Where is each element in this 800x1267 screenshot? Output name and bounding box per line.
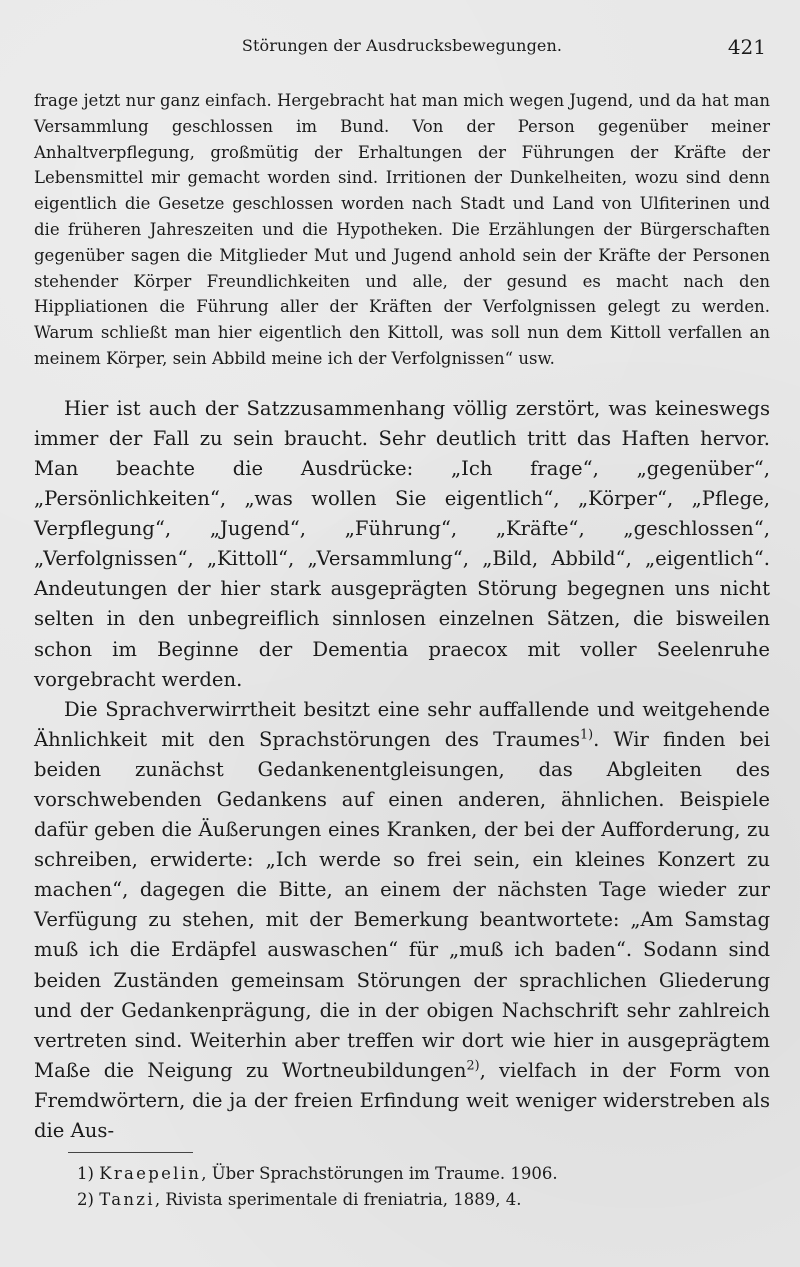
- page-number: 421: [727, 35, 766, 59]
- analysis-paragraph: Hier ist auch der Satzzusammenhang völlig zerstört, was keineswegs immer der Fall zu sein braucht. Sehr deutlich tritt das Haften hervor. Man beachte die Ausdrücke: „Ich frage“, „gegenüber“, „Persönlichkeiten“, „was wollen Sie eigentlich“, „Körper“, „Pflege, Verpflegung“, „Jugend“, „Führung“, „Kräfte“, „geschlossen“, „Verfolgnissen“, „Kittoll“, „Versammlung“, „Bild, Abbild“, „eigentlich“. Andeutungen der hier stark ausgeprägten Störung begegnen uns nicht selten in den unbegreiflich sinnlosen einzelnen Sätzen, die bisweilen schon im Beginne der Dementia praecox mit voller Seelenruhe vorgebracht werden.: [34, 396, 770, 691]
- paragraph-text-part-3: , vielfach in der Form von Fremdwörtern, die ja der freien Erfindung weit weniger widerstreben als die Aus-: [34, 1058, 770, 1143]
- footnote-author: Tanzi: [99, 1190, 155, 1210]
- footnotes: [34, 1152, 770, 1213]
- footnote-reference-1: 1): [580, 727, 594, 743]
- footnote-author: Kraepelin: [99, 1164, 202, 1184]
- running-head: Störungen der Ausdrucksbewegungen.: [241, 36, 563, 55]
- dream-language-paragraph: [34, 695, 770, 1146]
- footnote-divider: [68, 1152, 193, 1153]
- footnote-text: , Rivista sperimentale di freniatria, 1889, 4.: [154, 1190, 522, 1210]
- footnote-2: [34, 1187, 770, 1213]
- footnote-text: , Über Sprachstörungen im Traume. 1906.: [201, 1164, 558, 1184]
- quoted-transcript-paragraph: frage jetzt nur ganz einfach. Hergebracht hat man mich wegen Jugend, und da hat man Versammlung geschlossen im Bund. Von der Person gegenüber meiner Anhaltverpflegung, großmütig der Erhaltungen der Führungen der Kräfte der Lebensmittel mir gemacht worden sind. Irritionen der Dunkelheiten, wozu sind denn eigentlich die Gesetze geschlossen worden nach Stadt und Land von Ulfiterinen und die früheren Jahreszeiten und die Hypotheken. Die Erzählungen der Bürgerschaften gegenüber sagen die Mitglieder Mut und Jugend anhold sein der Kräfte der Personen stehender Körper Freundlichkeiten und alle, der gesund es macht nach den Hippliationen die Führung aller der Kräften der Verfolgnissen gelegt zu werden. Warum schließt man hier eigentlich den Kittoll, was soll nun dem Kittoll verfallen an meinem Körper, sein Abbild meine ich der Verfolgnissen“ usw.: [34, 91, 770, 368]
- paragraph-text-part-1: Die Sprachverwirrtheit besitzt eine sehr auffallende und weitgehende Ähnlichkeit mit den Sprachstörungen des Traumes: [34, 697, 770, 751]
- footnote-reference-2: 2): [466, 1058, 480, 1074]
- footnote-marker: 1): [77, 1164, 94, 1184]
- page-header: [34, 36, 770, 70]
- main-text: [34, 394, 770, 1146]
- paragraph-text-part-2: . Wir finden bei beiden zunächst Gedankenentgleisungen, das Abgleiten des vorschwebenden Gedankens auf einen anderen, ähnlichen. Beispiele dafür geben die Äußerungen eines Kranken, der bei der Aufforderung, zu schreiben, erwiderte: „Ich werde so frei sein, ein kleines Konzert zu machen“, dagegen die Bitte, an einem der nächsten Tage wieder zur Verfügung zu stehen, mit der Bemerkung beantwortete: „Am Samstag muß ich die Erdäpfel auswaschen“ für „muß ich baden“. Sodann sind beiden Zuständen gemeinsam Störungen der sprachlichen Gliederung und der Gedankenprägung, die in der obigen Nachschrift sehr zahlreich vertreten sind. Weiterhin aber treffen wir dort wie hier in ausgeprägtem Maße die Neigung zu Wortneubildungen: [34, 727, 770, 1082]
- footnote-marker: 2): [77, 1190, 94, 1210]
- footnote-1: [34, 1161, 770, 1187]
